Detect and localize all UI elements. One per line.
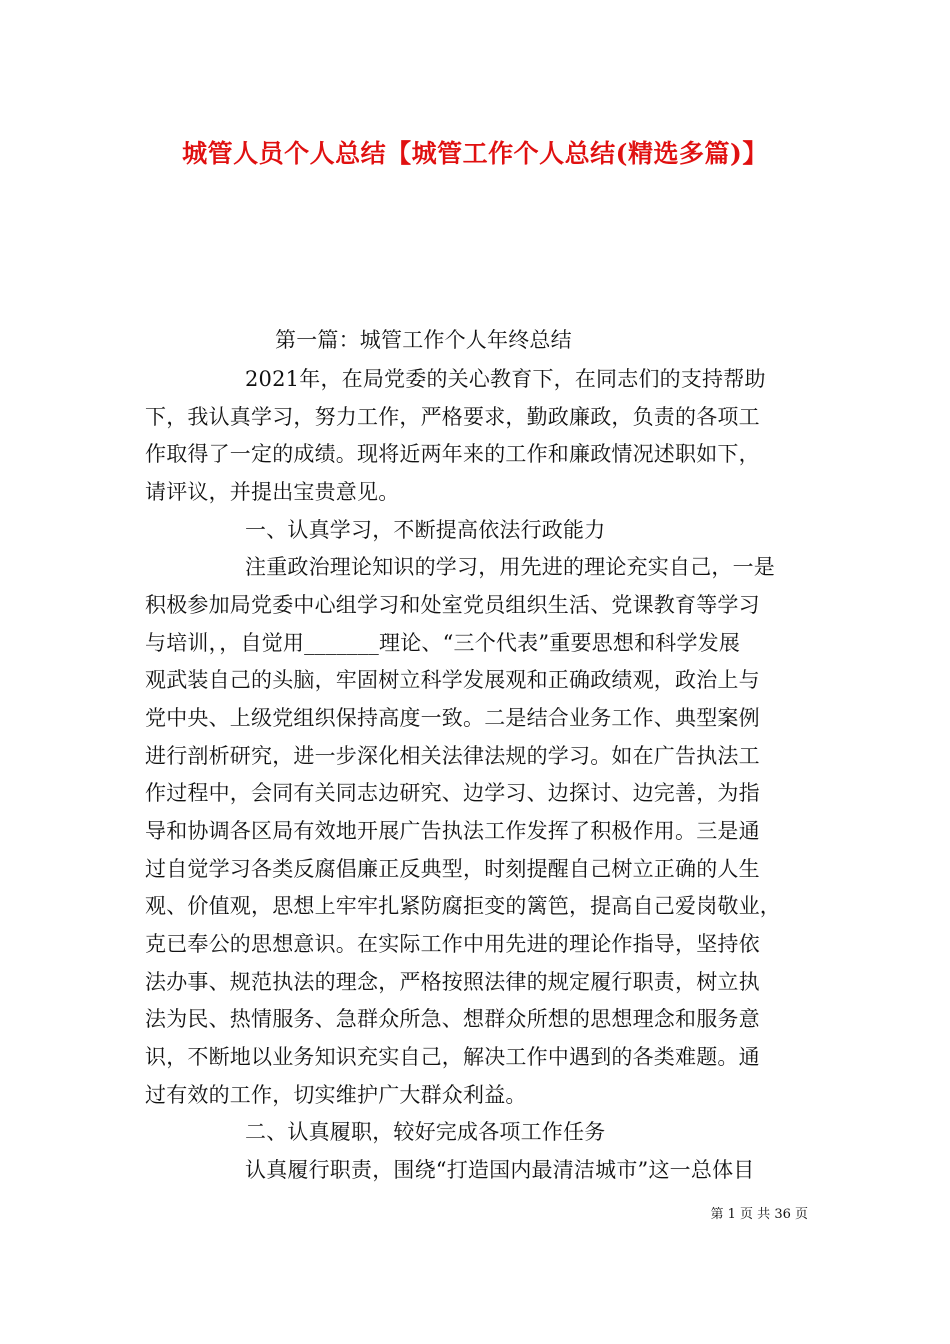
paragraph-line: 与培训，，自觉用_______理论、“三个代表”重要思想和科学发展 bbox=[145, 631, 741, 655]
paragraph-line: 作取得了一定的成绩。现将近两年来的工作和廉政情况述职如下， bbox=[145, 442, 760, 466]
paragraph-line: 过有效的工作，切实维护广大群众利益。 bbox=[145, 1083, 527, 1107]
paragraph-line: 克已奉公的思想意识。在实际工作中用先进的理论作指导，坚持依 bbox=[145, 932, 760, 956]
subheading-line: 二、认真履职，较好完成各项工作任务 bbox=[245, 1120, 606, 1144]
paragraph-line: 2021年，在局党委的关心教育下，在同志们的支持帮助 bbox=[245, 367, 766, 391]
paragraph-line: 进行剖析研究，进一步深化相关法律法规的学习。如在广告执法工 bbox=[145, 744, 760, 768]
paragraph-line: 导和协调各区局有效地开展广告执法工作发挥了积极作用。三是通 bbox=[145, 819, 760, 843]
paragraph-line: 党中央、上级党组织保持高度一致。二是结合业务工作、典型案例 bbox=[145, 706, 760, 730]
subheading-line: 一、认真学习，不断提高依法行政能力 bbox=[245, 518, 606, 542]
paragraph-line: 积极参加局党委中心组学习和处室党员组织生活、党课教育等学习 bbox=[145, 593, 760, 617]
paragraph-line: 法为民、热情服务、急群众所急、想群众所想的思想理念和服务意 bbox=[145, 1007, 760, 1031]
paragraph-line: 作过程中，会同有关同志边研究、边学习、边探讨、边完善，为指 bbox=[145, 781, 760, 805]
paragraph-line: 过自觉学习各类反腐倡廉正反典型，时刻提醒自己树立正确的人生 bbox=[145, 857, 760, 881]
paragraph-line: 观、价值观，思想上牢牢扎紧防腐拒变的篱笆，提高自己爱岗敬业， bbox=[145, 894, 781, 918]
paragraph-line: 注重政治理论知识的学习，用先进的理论充实自己，一是 bbox=[245, 555, 775, 579]
paragraph-line: 识，不断地以业务知识充实自己，解决工作中遇到的各类难题。通 bbox=[145, 1045, 760, 1069]
paragraph-line: 认真履行职责，围绕“打造国内最清洁城市”这一总体目 bbox=[245, 1158, 755, 1182]
paragraph-line: 下，我认真学习，努力工作，严格要求，勤政廉政，负责的各项工 bbox=[145, 405, 760, 429]
paragraph-line: 法办事、规范执法的理念，严格按照法律的规定履行职责，树立执 bbox=[145, 970, 760, 994]
paragraph-line: 请评议，并提出宝贵意见。 bbox=[145, 480, 400, 504]
page-footer: 第 1 页 共 36 页 bbox=[710, 1207, 808, 1222]
document-title: 城管人员个人总结【城管工作个人总结(精选多篇)】 bbox=[182, 139, 768, 168]
section-heading-part1: 第一篇：城管工作个人年终总结 bbox=[275, 328, 572, 352]
paragraph-line: 观武装自己的头脑，牢固树立科学发展观和正确政绩观，政治上与 bbox=[145, 668, 760, 692]
